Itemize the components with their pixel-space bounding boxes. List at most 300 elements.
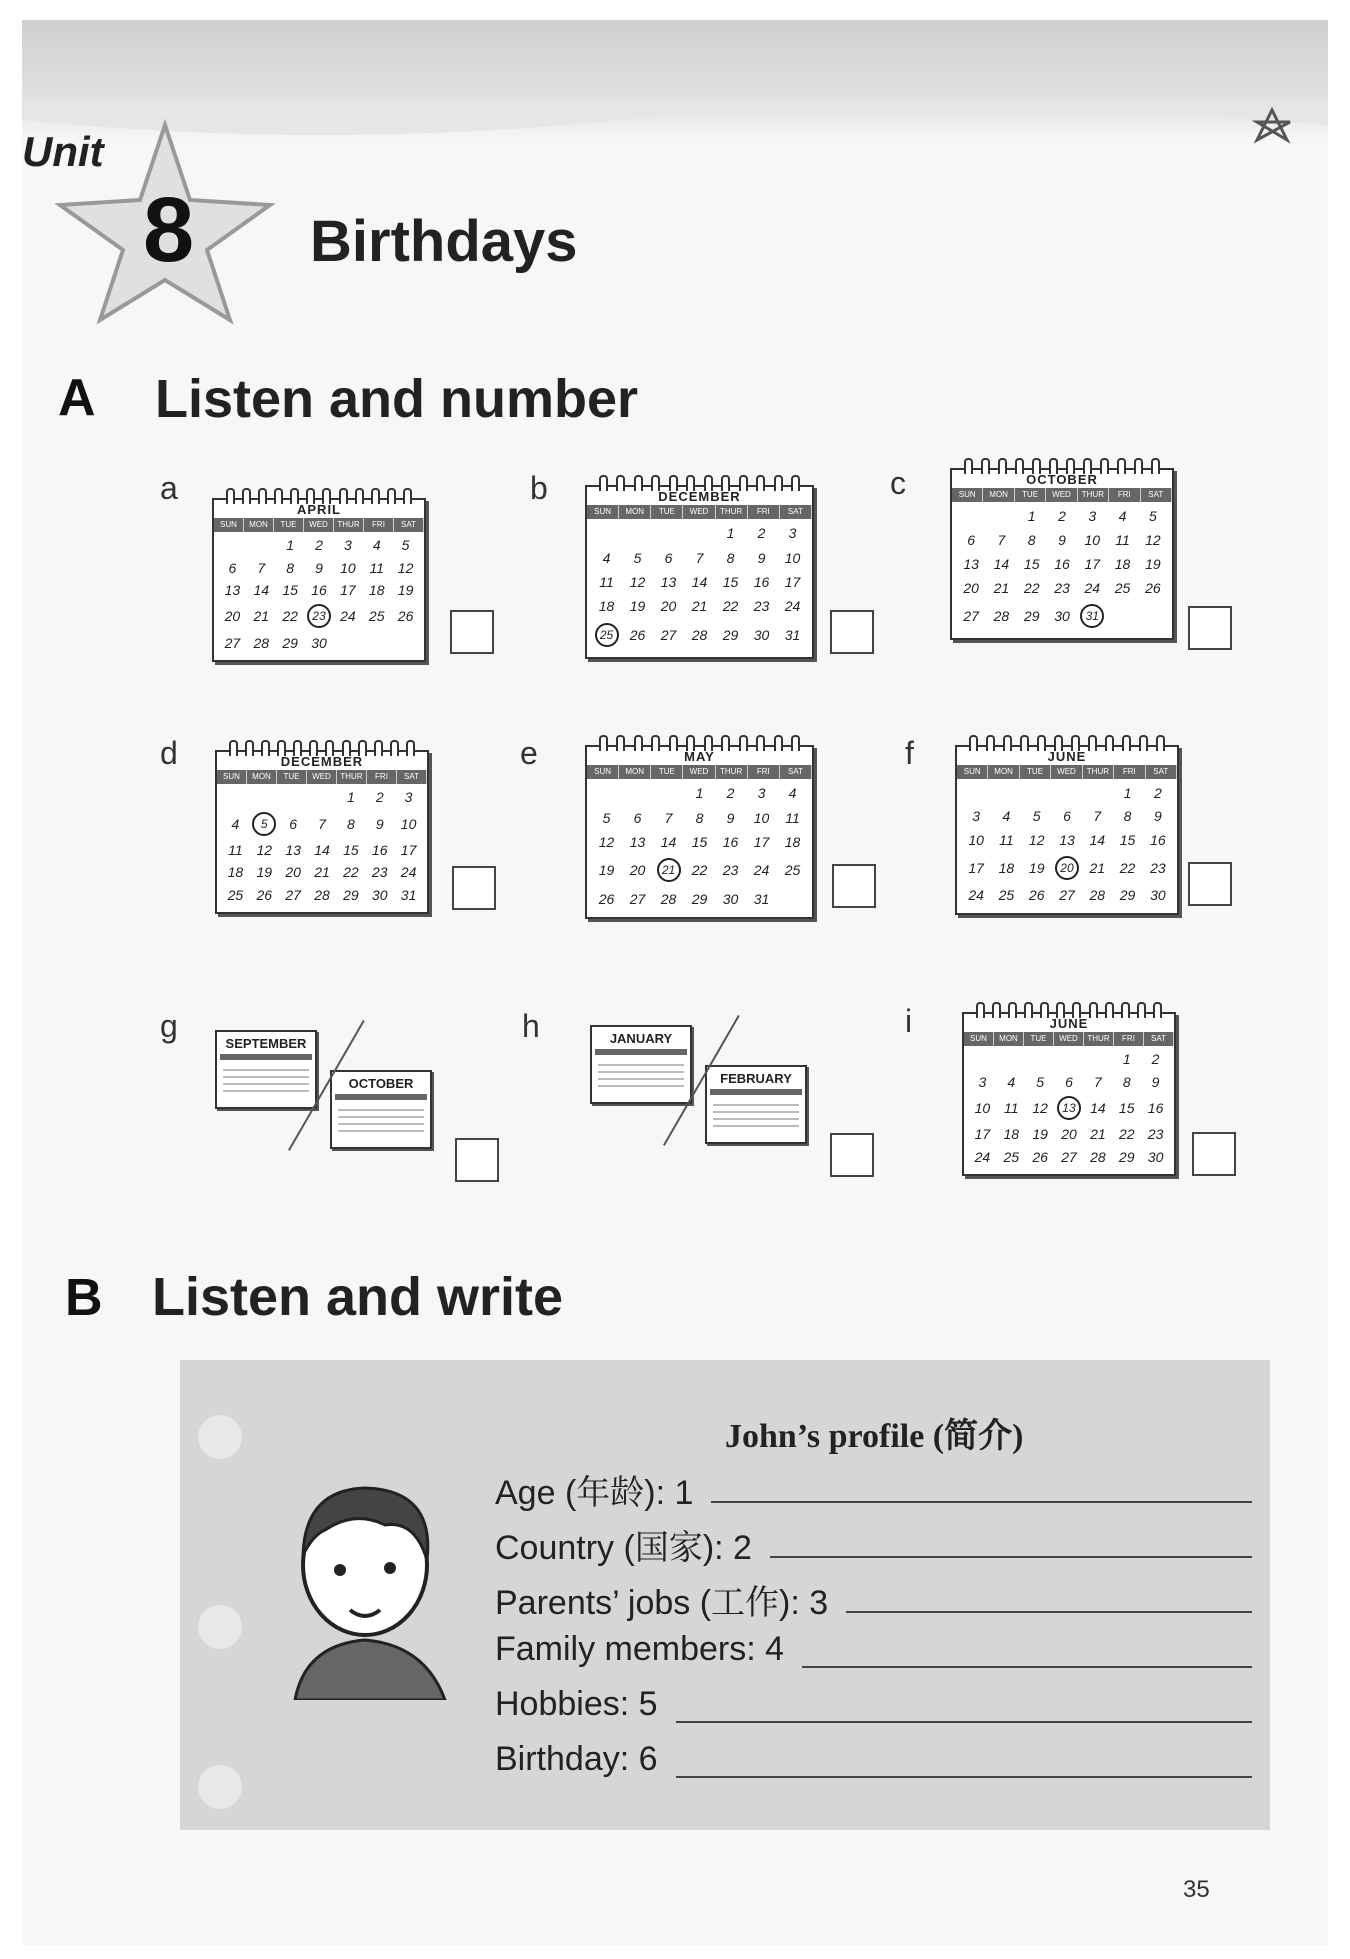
- calendar-day: 2: [726, 785, 735, 802]
- calendar-day: 9: [1151, 1073, 1160, 1090]
- calendar-day: 21: [314, 864, 330, 881]
- calendar-day: 3: [343, 537, 352, 554]
- calendar-day: 30: [722, 890, 739, 907]
- calendar-day: 1: [1027, 508, 1036, 524]
- calendar-day: 12: [598, 833, 615, 850]
- weekday-label: TUE: [651, 765, 683, 779]
- answer-line[interactable]: [711, 1501, 1252, 1503]
- profile-field-label: Family members: 4: [495, 1630, 785, 1668]
- calendar-day: 4: [1118, 508, 1127, 524]
- weekday-label: MON: [983, 488, 1014, 502]
- weekday-label: FRI: [748, 765, 780, 779]
- calendar-day: 26: [256, 886, 273, 903]
- calendar-day: 8: [1123, 808, 1132, 825]
- calendar-day: 26: [629, 626, 646, 643]
- calendar-day: 3: [757, 785, 766, 802]
- calendar-day: 26: [1145, 580, 1161, 596]
- calendar-day: 16: [1054, 556, 1070, 572]
- weekday-label: TUE: [1015, 488, 1046, 502]
- calendar-day: 4: [602, 549, 611, 566]
- weekday-label: SUN: [214, 518, 244, 532]
- calendar-day: 23: [753, 598, 770, 615]
- calendar-day: 21: [691, 598, 708, 615]
- calendar-month: OCTOBER: [348, 1076, 414, 1091]
- punch-hole: [198, 1605, 242, 1649]
- weekday-label: SAT: [397, 770, 427, 784]
- answer-box[interactable]: [450, 610, 494, 654]
- boy-avatar-icon: [275, 1470, 455, 1700]
- calendar-day: 31: [1080, 604, 1104, 628]
- calendar-day: 2: [315, 537, 323, 554]
- profile-field-label: Hobbies: 5: [495, 1685, 658, 1723]
- weekday-label: SUN: [587, 505, 619, 519]
- calendar-day: 27: [629, 890, 646, 907]
- weekday-label: FRI: [367, 770, 397, 784]
- calendar-day: 25: [227, 886, 244, 903]
- calendar-day: 13: [224, 581, 241, 598]
- page-number: 35: [1183, 1876, 1210, 1903]
- calendar-day: 2: [757, 525, 766, 542]
- calendar-day: 12: [1145, 532, 1161, 548]
- weekday-label: WED: [304, 518, 334, 532]
- calendar-day: 24: [974, 1148, 991, 1165]
- calendar-day: 22: [1119, 859, 1136, 876]
- weekday-label: SAT: [1144, 1032, 1174, 1046]
- calendar-day: 24: [340, 608, 356, 625]
- calendar-day: 17: [340, 581, 356, 598]
- mini-calendar: [705, 1065, 807, 1144]
- answer-box[interactable]: [1188, 862, 1232, 906]
- calendar-day: 5: [1032, 808, 1041, 825]
- weekday-label: MON: [988, 765, 1019, 779]
- weekday-label: SAT: [780, 765, 812, 779]
- calendar-day: 26: [1028, 887, 1045, 904]
- calendar-day: 15: [1118, 1099, 1135, 1116]
- calendar-day: 23: [722, 862, 739, 879]
- calendar-day: 20: [660, 598, 677, 615]
- calendar-day: 19: [256, 864, 273, 881]
- calendar-day: 21: [657, 858, 681, 882]
- calendar-day: 25: [1003, 1148, 1020, 1165]
- calendar-day: 4: [1007, 1073, 1016, 1090]
- calendar-day: 19: [397, 581, 414, 598]
- weekday-label: TUE: [651, 505, 683, 519]
- calendar-day: 21: [253, 608, 270, 625]
- calendar-day: 12: [397, 559, 414, 576]
- calendar-day: 29: [722, 626, 739, 643]
- calendar-day: 18: [1003, 1126, 1020, 1143]
- calendar-day: 26: [1032, 1148, 1048, 1165]
- calendar-day: 24: [784, 598, 801, 615]
- calendar-day: 7: [997, 532, 1006, 548]
- calendar-day: 7: [1093, 808, 1102, 825]
- calendar-day: 5: [602, 809, 611, 826]
- calendar-day: 8: [695, 809, 704, 826]
- answer-box[interactable]: [455, 1138, 499, 1182]
- section-b-letter: B: [65, 1269, 103, 1327]
- calendar-day: 7: [695, 549, 704, 566]
- calendar-day: 8: [1027, 532, 1036, 548]
- calendar-day: 16: [371, 841, 388, 858]
- calendar: [585, 485, 814, 659]
- item-label: e: [520, 735, 538, 771]
- calendar-day: 9: [315, 559, 323, 576]
- calendar-day: 8: [286, 559, 295, 576]
- calendar: [962, 1012, 1176, 1176]
- calendar-day: 29: [1119, 887, 1136, 904]
- profile-field-label: Birthday: 6: [495, 1740, 658, 1778]
- calendar-day: 6: [1065, 1073, 1073, 1090]
- calendar-day: 27: [963, 608, 979, 624]
- calendar-day: 9: [375, 815, 384, 832]
- answer-box[interactable]: [1192, 1132, 1236, 1176]
- calendar-day: 27: [1061, 1148, 1077, 1165]
- calendar-day: 27: [660, 626, 677, 643]
- calendar-day: 12: [1028, 831, 1045, 848]
- calendar-day: 13: [963, 556, 979, 572]
- calendar-day: 20: [1055, 856, 1079, 880]
- calendar-day: 11: [228, 841, 243, 858]
- calendar-day: 10: [784, 549, 801, 566]
- calendar-day: 25: [1114, 580, 1131, 596]
- weekday-label: TUE: [1024, 1032, 1054, 1046]
- answer-line[interactable]: [676, 1776, 1252, 1778]
- calendar-day: 1: [1122, 1051, 1131, 1068]
- calendar-day: 8: [726, 549, 735, 566]
- calendar-day: 13: [629, 833, 646, 850]
- calendar-day: 27: [285, 886, 301, 903]
- section-a-letter: A: [58, 369, 96, 427]
- weekday-label: MON: [247, 770, 277, 784]
- calendar-day: 16: [311, 581, 327, 598]
- calendar-day: 27: [224, 634, 241, 651]
- calendar-day: 2: [1058, 508, 1066, 524]
- calendar: [585, 745, 814, 919]
- calendar-day: 14: [1089, 831, 1106, 848]
- calendar-day: 1: [726, 525, 735, 542]
- calendar-day: 30: [1054, 608, 1070, 624]
- calendar-day: 19: [1028, 859, 1045, 876]
- calendar-day: 16: [1147, 1099, 1164, 1116]
- calendar-day: 14: [660, 833, 677, 850]
- calendar-day: 15: [722, 573, 739, 590]
- calendar-day: 10: [400, 815, 417, 832]
- calendar-day: 11: [785, 809, 800, 826]
- weekday-label: FRI: [364, 518, 394, 532]
- calendar-day: 28: [993, 608, 1010, 624]
- item-label: f: [905, 735, 914, 771]
- calendar-day: 7: [318, 815, 326, 832]
- calendar-month: MAY: [684, 749, 715, 764]
- calendar-day: 28: [691, 626, 708, 643]
- calendar-day: 7: [257, 559, 266, 576]
- calendar-day: 3: [788, 525, 797, 542]
- calendar-day: 31: [753, 890, 770, 907]
- calendar-day: 17: [974, 1126, 991, 1143]
- calendar-day: 24: [400, 864, 417, 881]
- calendar-day: 21: [993, 580, 1010, 596]
- calendar-day: 14: [253, 581, 270, 598]
- weekday-label: THUR: [334, 518, 364, 532]
- weekday-label: THUR: [1078, 488, 1109, 502]
- calendar-day: 3: [972, 808, 981, 825]
- calendar-day: 1: [286, 537, 295, 554]
- punch-hole: [198, 1415, 242, 1459]
- calendar-day: 26: [598, 890, 615, 907]
- calendar-day: 31: [400, 886, 417, 903]
- calendar-day: 24: [1084, 580, 1101, 596]
- calendar-day: 19: [1032, 1126, 1048, 1143]
- weekday-label: SAT: [394, 518, 424, 532]
- calendar-day: 1: [346, 789, 355, 806]
- weekday-label: SAT: [780, 505, 812, 519]
- calendar-day: 28: [660, 890, 677, 907]
- calendar-day: 11: [999, 831, 1014, 848]
- calendar-day: 18: [1114, 556, 1131, 572]
- calendar-day: 22: [722, 598, 739, 615]
- calendar-day: 4: [788, 785, 797, 802]
- weekday-label: THUR: [1084, 1032, 1114, 1046]
- calendar-day: 30: [753, 626, 770, 643]
- item-label: c: [890, 465, 906, 501]
- calendar-day: 16: [1150, 831, 1166, 848]
- calendar-day: 29: [1118, 1148, 1135, 1165]
- answer-line[interactable]: [770, 1556, 1252, 1558]
- calendar-day: 12: [1032, 1099, 1048, 1116]
- calendar-day: 15: [282, 581, 298, 598]
- calendar-day: 9: [726, 809, 735, 826]
- calendar-day: 11: [369, 559, 384, 576]
- calendar-day: 15: [343, 841, 359, 858]
- calendar-day: 31: [784, 626, 801, 643]
- calendar-day: 14: [691, 573, 708, 590]
- calendar-day: 9: [757, 549, 766, 566]
- calendar-day: 23: [307, 604, 331, 628]
- calendar-day: 5: [633, 549, 642, 566]
- profile-field-label: Age (年龄): 1: [495, 1474, 694, 1512]
- calendar-day: 6: [967, 532, 976, 548]
- calendar-day: 5: [1036, 1073, 1045, 1090]
- weekday-label: SUN: [957, 765, 988, 779]
- calendar-month: APRIL: [297, 502, 341, 517]
- item-label: d: [160, 735, 178, 771]
- calendar-day: 15: [1023, 556, 1040, 572]
- weekday-label: FRI: [748, 505, 780, 519]
- item-label: h: [522, 1008, 540, 1044]
- calendar-day: 24: [968, 887, 984, 904]
- calendar-day: 6: [228, 559, 237, 576]
- profile-field-label: Parents’ jobs (工作): 3: [495, 1584, 829, 1622]
- item-label: g: [160, 1008, 178, 1044]
- calendar-day: 20: [224, 608, 241, 625]
- weekday-label: WED: [1054, 1032, 1084, 1046]
- calendar-day: 22: [1118, 1126, 1135, 1143]
- answer-line[interactable]: [802, 1666, 1252, 1668]
- weekday-label: MON: [994, 1032, 1024, 1046]
- calendar-day: 28: [314, 886, 330, 903]
- section-a-title: Listen and number: [155, 369, 639, 429]
- calendar-day: 4: [1002, 808, 1011, 825]
- answer-box[interactable]: [830, 1133, 874, 1177]
- calendar-day: 23: [371, 864, 388, 881]
- answer-line[interactable]: [846, 1611, 1252, 1613]
- calendar-day: 25: [784, 862, 801, 879]
- weekday-label: WED: [683, 765, 715, 779]
- calendar-day: 11: [1115, 532, 1130, 548]
- calendar-day: 2: [1151, 1051, 1160, 1068]
- weekday-label: FRI: [1114, 765, 1145, 779]
- calendar-day: 14: [314, 841, 330, 858]
- calendar-day: 3: [404, 789, 413, 806]
- weekday-label: SAT: [1141, 488, 1172, 502]
- weekday-label: THUR: [716, 765, 748, 779]
- calendar-day: 13: [285, 841, 301, 858]
- calendar-day: 18: [784, 833, 801, 850]
- weekday-label: THUR: [716, 505, 748, 519]
- calendar-day: 18: [368, 581, 385, 598]
- answer-box[interactable]: [832, 864, 876, 908]
- calendar-day: 26: [397, 608, 414, 625]
- calendar-day: 10: [974, 1099, 991, 1116]
- calendar-day: 23: [1150, 859, 1166, 876]
- calendar-day: 19: [1145, 556, 1161, 572]
- calendar-day: 23: [1147, 1126, 1164, 1143]
- calendar-day: 2: [1153, 784, 1162, 801]
- weekday-label: THUR: [337, 770, 367, 784]
- calendar-day: 6: [1063, 808, 1071, 825]
- calendar-day: 9: [1153, 808, 1162, 825]
- answer-box[interactable]: [452, 866, 496, 910]
- mini-calendar: [590, 1025, 692, 1104]
- calendar-day: 25: [595, 623, 619, 647]
- calendar-day: 16: [722, 833, 739, 850]
- calendar-month: OCTOBER: [1026, 472, 1098, 487]
- calendar-day: 14: [1090, 1099, 1106, 1116]
- calendar-day: 29: [282, 634, 298, 651]
- calendar-day: 22: [691, 862, 708, 879]
- calendar-day: 20: [1061, 1126, 1077, 1143]
- calendar-day: 5: [252, 812, 276, 836]
- answer-box[interactable]: [1188, 606, 1232, 650]
- calendar-day: 30: [311, 634, 327, 651]
- calendar-day: 22: [343, 864, 359, 881]
- calendar-month: SEPTEMBER: [225, 1036, 307, 1051]
- calendar-day: 25: [368, 608, 385, 625]
- calendar-day: 1: [1123, 784, 1132, 801]
- weekday-label: SUN: [587, 765, 619, 779]
- calendar-day: 6: [633, 809, 642, 826]
- answer-line[interactable]: [676, 1721, 1252, 1723]
- unit-label: Unit: [22, 128, 104, 175]
- profile-title: John’s profile (简介): [725, 1418, 1024, 1455]
- calendar-day: 28: [253, 634, 270, 651]
- weekday-label: FRI: [1109, 488, 1140, 502]
- weekday-label: THUR: [1083, 765, 1114, 779]
- calendar-day: 19: [629, 598, 646, 615]
- answer-box[interactable]: [830, 610, 874, 654]
- calendar-day: 17: [968, 859, 984, 876]
- calendar-day: 18: [227, 864, 244, 881]
- calendar-day: 30: [371, 886, 388, 903]
- profile-field-label: Country (国家): 2: [495, 1529, 752, 1567]
- weekday-label: SUN: [952, 488, 983, 502]
- calendar-day: 29: [343, 886, 359, 903]
- unit-number: 8: [143, 179, 195, 281]
- weekday-label: TUE: [1020, 765, 1051, 779]
- weekday-label: TUE: [274, 518, 304, 532]
- calendar-day: 3: [1088, 508, 1097, 524]
- calendar-day: 19: [598, 862, 615, 879]
- weekday-label: WED: [1051, 765, 1082, 779]
- page-title: Birthdays: [310, 209, 578, 274]
- calendar-day: 29: [691, 890, 708, 907]
- weekday-label: MON: [619, 505, 651, 519]
- calendar: [950, 468, 1174, 640]
- calendar-day: 16: [753, 573, 770, 590]
- calendar-day: 21: [1089, 859, 1106, 876]
- calendar-month: JANUARY: [609, 1031, 673, 1046]
- calendar-day: 11: [599, 573, 614, 590]
- calendar-month: DECEMBER: [280, 754, 364, 769]
- calendar-day: 10: [340, 559, 356, 576]
- weekday-label: MON: [619, 765, 651, 779]
- calendar-day: 8: [1122, 1073, 1131, 1090]
- calendar: [955, 745, 1179, 915]
- calendar-day: 21: [1090, 1126, 1106, 1143]
- calendar-day: 11: [1004, 1099, 1019, 1116]
- calendar-day: 4: [231, 815, 240, 832]
- calendar-day: 28: [1089, 887, 1106, 904]
- calendar-day: 9: [1058, 532, 1066, 548]
- calendar: [212, 498, 426, 662]
- weekday-label: WED: [307, 770, 337, 784]
- calendar-day: 6: [289, 815, 298, 832]
- calendar-day: 13: [1059, 831, 1075, 848]
- weekday-label: TUE: [277, 770, 307, 784]
- calendar-month: DECEMBER: [658, 489, 741, 504]
- mini-calendar: [330, 1070, 432, 1149]
- calendar-day: 17: [400, 841, 417, 858]
- calendar-day: 24: [753, 862, 770, 879]
- calendar-day: 27: [1059, 887, 1075, 904]
- calendar-day: 17: [784, 573, 801, 590]
- calendar-day: 20: [629, 862, 646, 879]
- calendar-day: 30: [1147, 1148, 1164, 1165]
- calendar-day: 5: [401, 537, 410, 554]
- mini-calendar: [215, 1030, 317, 1109]
- calendar-day: 7: [664, 809, 673, 826]
- weekday-label: FRI: [1114, 1032, 1144, 1046]
- calendar-day: 15: [691, 833, 708, 850]
- calendar-day: 8: [346, 815, 355, 832]
- calendar-day: 20: [963, 580, 979, 596]
- weekday-label: SAT: [1146, 765, 1177, 779]
- calendar-day: 18: [598, 598, 615, 615]
- calendar-day: 12: [256, 841, 273, 858]
- item-label: a: [160, 470, 178, 506]
- weekday-label: SUN: [964, 1032, 994, 1046]
- calendar-day: 20: [285, 864, 301, 881]
- calendar-day: 10: [1084, 532, 1101, 548]
- calendar-month: JUNE: [1047, 749, 1087, 764]
- calendar-month: JUNE: [1049, 1016, 1089, 1031]
- weekday-label: SUN: [217, 770, 247, 784]
- calendar-day: 28: [1090, 1148, 1106, 1165]
- calendar-day: 13: [660, 573, 677, 590]
- section-b-title: Listen and write: [152, 1267, 564, 1327]
- calendar-day: 17: [1084, 556, 1101, 572]
- calendar-day: 13: [1057, 1096, 1081, 1120]
